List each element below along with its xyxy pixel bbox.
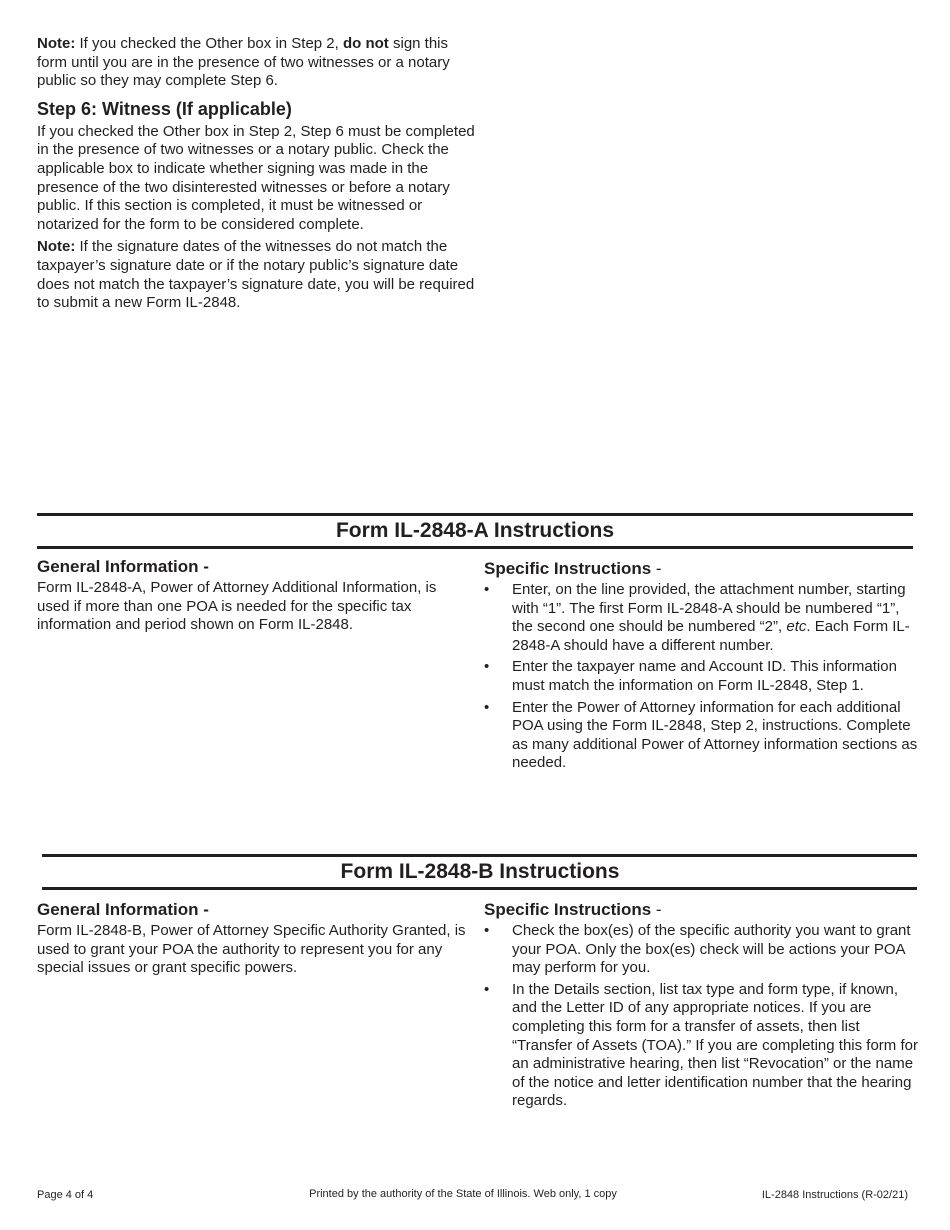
section-rule-bottom	[42, 887, 917, 890]
list-item: • Enter the Power of Attorney information for each additional POA using the Form IL-2848, Step 2, instructions. Complete as many additional Power of Attorney information sections as needed.	[484, 698, 918, 772]
form-a-specific-instructions	[484, 558, 919, 776]
form-revision-id: IL-2848 Instructions (R-02/21)	[761, 1189, 908, 1201]
form-a-general-info	[37, 556, 457, 635]
list-item: • Enter the taxpayer name and Account ID. This information must match the information on Form IL-2848, Step 1.	[484, 658, 897, 694]
form-b-specific-instructions	[484, 899, 919, 1114]
note-text: If the signature dates of the witnesses do not match the taxpayer’s signature date or if the notary public’s signature date does not match the taxpayer’s signature date, you will be required to submit a new Form IL-2848.	[37, 238, 475, 312]
form-b-general-info	[37, 899, 472, 978]
instruction-list	[484, 581, 919, 773]
general-info-body: Form IL-2848-A, Power of Attorney Additional Information, is used if more than one POA is needed for the specific tax information and period shown on Form IL-2848.	[37, 579, 437, 634]
bullet-icon: •	[484, 698, 490, 716]
bullet-icon: •	[484, 581, 490, 598]
form-b-title: Form IL-2848-B Instructions	[340, 860, 620, 883]
step6-section	[37, 35, 477, 313]
list-item: • In the Details section, list tax type and form type, if known, and the Letter ID of any appropriate notices. If you are completing this form for a transfer of assets, then list “Transfer of Assets (TOA).” If you are completing this form for an administrative hearing, then list “Revocation” or the name of the notice and letter identification number that the hearing regards.	[484, 980, 918, 1110]
section-rule-bottom	[37, 546, 913, 549]
form-a-title: Form IL-2848-A Instructions	[335, 519, 615, 542]
note-signature-dates	[37, 238, 477, 312]
section-rule-top	[42, 854, 917, 857]
print-authority: Printed by the authority of the State of Illinois. Web only, 1 copy	[309, 1188, 617, 1200]
list-item: • Check the box(es) of the specific authority you want to grant your POA. Only the box(es) check will be actions your POA may perform for you.	[484, 922, 911, 977]
bullet-icon: •	[484, 922, 490, 939]
section-rule-top	[37, 513, 913, 516]
specific-instructions-heading: Specific Instructions -	[484, 559, 662, 578]
step6-heading: Step 6: Witness (If applicable)	[37, 98, 292, 119]
instruction-list	[484, 922, 919, 1111]
note-text-a: If you checked the Other box in Step 2,	[75, 35, 343, 52]
note-do-not-sign	[37, 35, 477, 91]
general-info-heading: General Information -	[37, 900, 209, 919]
note-text-b: sign this form until you are in the presence of two witnesses or a notary public so they may complete Step 6.	[37, 35, 450, 90]
bullet-icon: •	[484, 980, 490, 998]
bullet-icon: •	[484, 658, 490, 676]
list-item: • Enter, on the line provided, the attachment number, starting with “1”. The first Form IL-2848-A should be numbered “1”, the second one should be numbered “2”, etc. Each Form IL-2848-A should have a different number.	[484, 581, 910, 654]
note-emphasis: do not	[342, 35, 389, 52]
step6-body: If you checked the Other box in Step 2, Step 6 must be completed in the presence of two witnesses or a notary public. Check the applicable box to indicate whether signing was made in the presence of the two disinterested witnesses or before a notary public. If this section is completed, it must be witnessed or notarized for the form to be considered complete.	[37, 122, 475, 233]
general-info-heading: General Information -	[37, 557, 209, 576]
note-label: Note:	[37, 35, 76, 52]
page-number: Page 4 of 4	[37, 1189, 94, 1201]
specific-instructions-heading: Specific Instructions -	[484, 900, 662, 919]
general-info-body: Form IL-2848-B, Power of Attorney Specific Authority Granted, is used to grant your POA the authority to represent you for any special issues or grant specific powers.	[37, 922, 466, 977]
note-label: Note:	[37, 238, 76, 256]
